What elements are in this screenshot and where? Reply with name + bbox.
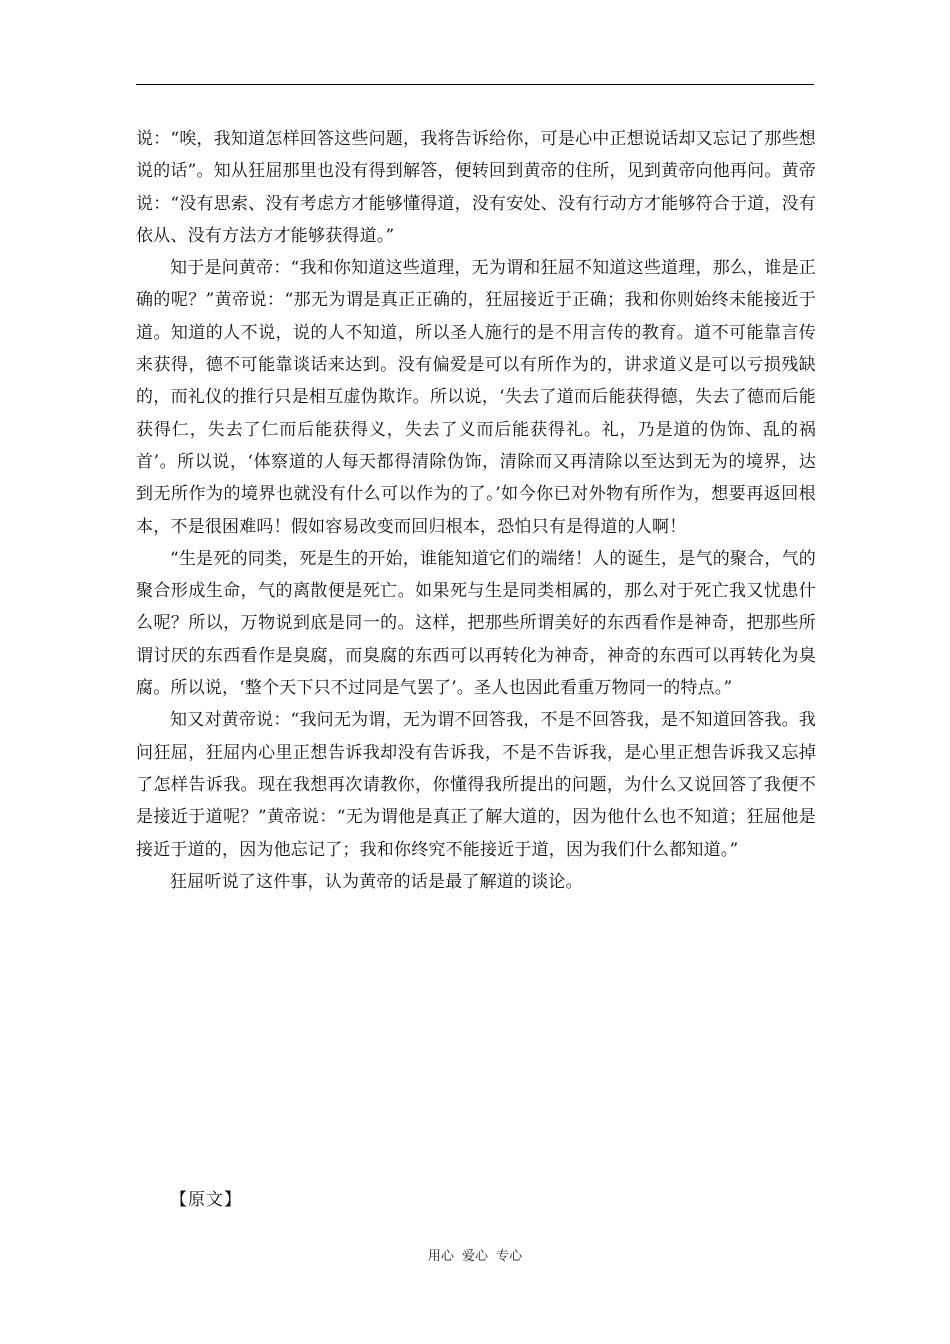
paragraph-3: “生是死的同类，死是生的开始，谁能知道它们的端绪！人的诞生，是气的聚合，气的聚合形成生命，气的离散便是死亡。如果死与生是同类相属的，那么对于死亡我又忧患什么呢？所以，万物说到底是同一的。这样，把那些所谓美好的东西看作是神奇，把那些所谓讨厌的东西看作是臭腐，而臭腐的东西可以再转化为神奇，神奇的东西可以再转化为臭腐。所以说，‘整个天下只不过同是气罢了’。圣人也因此看重万物同一的特点。” <box>136 548 816 699</box>
section-heading-original-text: 【原文】 <box>170 1190 242 1210</box>
header-rule <box>136 84 814 85</box>
page-footer: 用心 爱心 专心 <box>427 1249 523 1264</box>
paragraph-1: 说：“唉，我知道怎样回答这些问题，我将告诉给你，可是心中正想说话却又忘记了那些想说的话”。知从狂屈那里也没有得到解答，便转回到黄帝的住所，见到黄帝向他再问。黄帝说：“没有思索、没有考虑方才能够懂得道，没有安处、没有行动方才能够符合于道，没有依从、没有方法方才能够获得道。” <box>136 129 816 246</box>
document-body <box>136 123 816 898</box>
paragraph-2: 知于是问黄帝：“我和你知道这些道理，无为谓和狂屈不知道这些道理，那么，谁是正确的呢？”黄帝说：“那无为谓是真正正确的，狂屈接近于正确；我和你则始终未能接近于道。知道的人不说，说的人不知道，所以圣人施行的是不用言传的教育。道不可能靠言传来获得，德不可能靠谈话来达到。没有偏爱是可以有所作为的，讲求道义是可以亏损残缺的，而礼仪的推行只是相互虚伪欺诈。所以说，‘失去了道而后能获得德，失去了德而后能获得仁，失去了仁而后能获得义，失去了义而后能获得礼。礼，乃是道的伪饰、乱的祸首’。所以说，‘体察道的人每天都得清除伪饰，清除而又再清除以至达到无为的境界，达到无所作为的境界也就没有什么可以作为的了。’如今你已对外物有所作为，想要再返回根本，不是很困难吗！假如容易改变而回归根本，恐怕只有是得道的人啊！ <box>136 258 816 537</box>
paragraph-5: 狂屈听说了这件事，认为黄帝的话是最了解道的谈论。 <box>170 871 583 892</box>
paragraph-4: 知又对黄帝说：“我问无为谓，无为谓不回答我，不是不回答我，是不知道回答我。我问狂屈，狂屈内心里正想告诉我却没有告诉我，不是不告诉我，是心里正想告诉我又忘掉了怎样告诉我。现在我想再次请教你，你懂得我所提出的问题，为什么又说回答了我便不是接近于道呢？”黄帝说：“无为谓他是真正了解大道的，因为他什么也不知道；狂屈他是接近于道的，因为他忘记了；我和你终究不能接近于道，因为我们什么都知道。” <box>136 710 816 860</box>
